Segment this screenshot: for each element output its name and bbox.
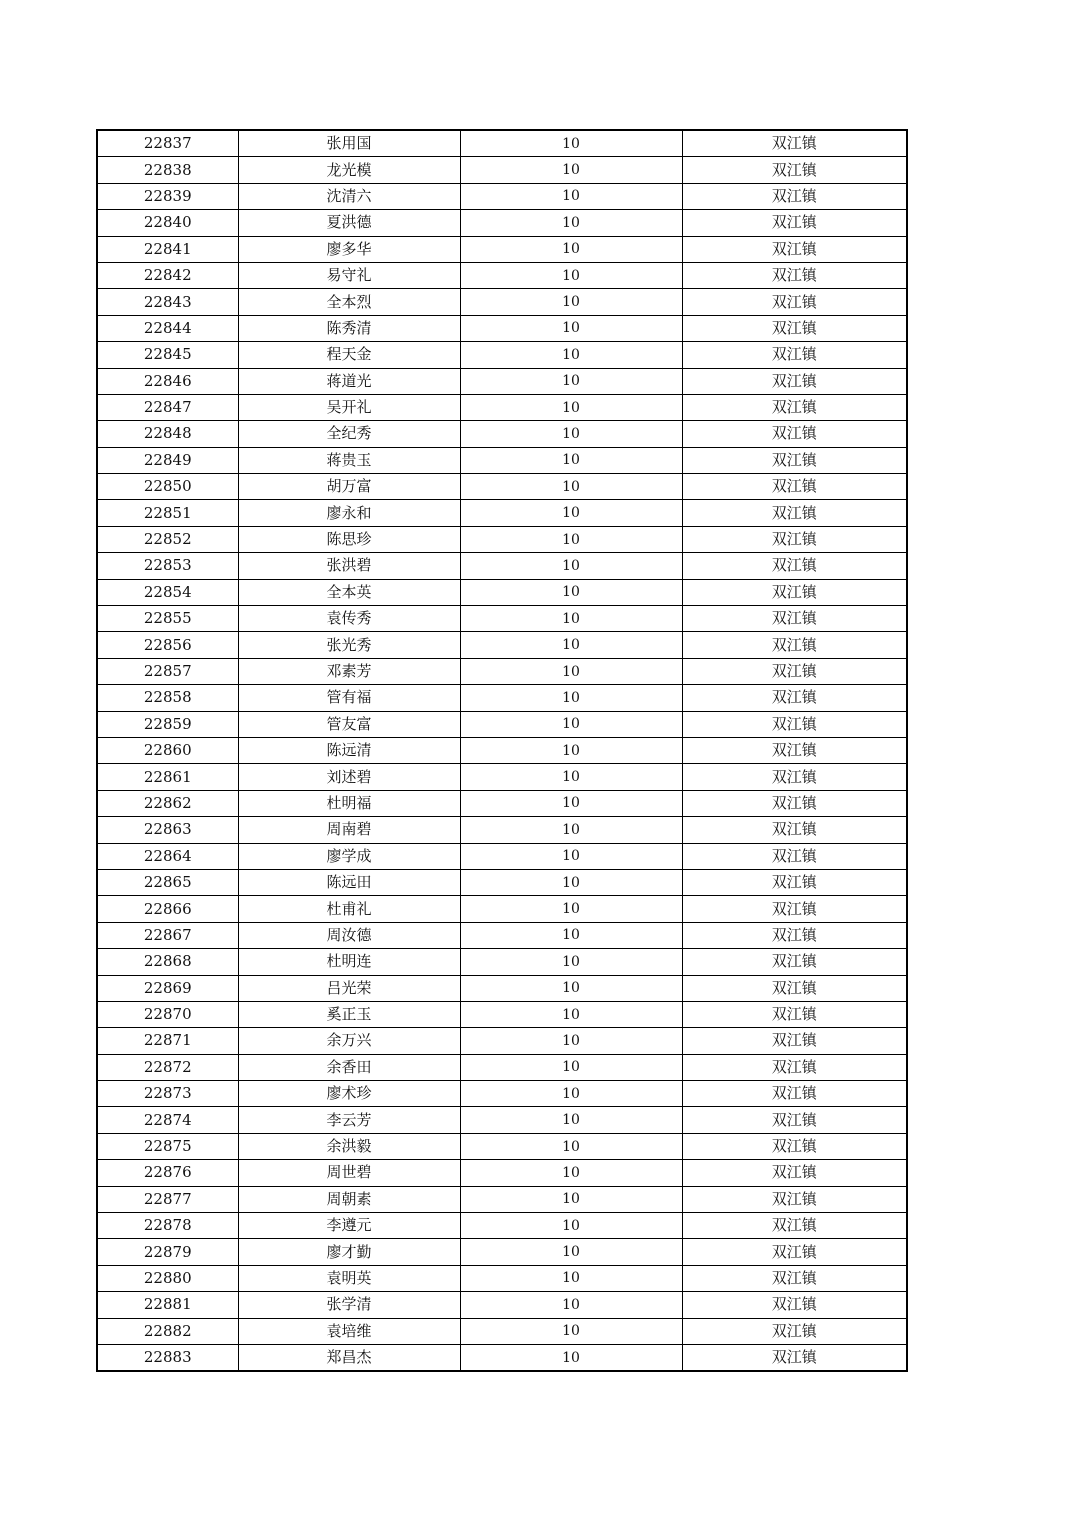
amount-cell: 10 [460,1318,682,1344]
table-row [97,1160,907,1186]
person-name-cell: 杜甫礼 [238,896,460,922]
amount-cell: 10 [460,817,682,843]
town-cell: 双江镇 [682,1239,907,1265]
table-row [97,183,907,209]
town-cell: 双江镇 [682,606,907,632]
table-row [97,658,907,684]
town-cell: 双江镇 [682,975,907,1001]
town-cell: 双江镇 [682,869,907,895]
record-id-cell: 22880 [97,1265,238,1291]
amount-cell: 10 [460,289,682,315]
town-cell: 双江镇 [682,1213,907,1239]
table-row [97,1344,907,1371]
town-cell: 双江镇 [682,474,907,500]
table-row [97,606,907,632]
record-id-cell: 22872 [97,1054,238,1080]
table-row [97,817,907,843]
town-cell: 双江镇 [682,1318,907,1344]
amount-cell: 10 [460,526,682,552]
table-row [97,500,907,526]
record-id-cell: 22867 [97,922,238,948]
table-row [97,1028,907,1054]
record-id-cell: 22879 [97,1239,238,1265]
record-id-cell: 22853 [97,553,238,579]
table-row [97,843,907,869]
town-cell: 双江镇 [682,289,907,315]
person-name-cell: 刘述碧 [238,764,460,790]
town-cell: 双江镇 [682,737,907,763]
person-name-cell: 夏洪德 [238,210,460,236]
person-name-cell: 陈远田 [238,869,460,895]
town-cell: 双江镇 [682,764,907,790]
record-id-cell: 22861 [97,764,238,790]
town-cell: 双江镇 [682,421,907,447]
table-row [97,632,907,658]
amount-cell: 10 [460,606,682,632]
table-row [97,1318,907,1344]
town-cell: 双江镇 [682,579,907,605]
amount-cell: 10 [460,1107,682,1133]
record-id-cell: 22869 [97,975,238,1001]
town-cell: 双江镇 [682,315,907,341]
town-cell: 双江镇 [682,1028,907,1054]
amount-cell: 10 [460,262,682,288]
table-row [97,447,907,473]
record-id-cell: 22863 [97,817,238,843]
record-id-cell: 22840 [97,210,238,236]
person-name-cell: 李遵元 [238,1213,460,1239]
record-id-cell: 22849 [97,447,238,473]
amount-cell: 10 [460,1160,682,1186]
record-id-cell: 22864 [97,843,238,869]
record-id-cell: 22846 [97,368,238,394]
person-name-cell: 张光秀 [238,632,460,658]
amount-cell: 10 [460,1081,682,1107]
record-id-cell: 22874 [97,1107,238,1133]
person-name-cell: 郑昌杰 [238,1344,460,1371]
person-name-cell: 杜明连 [238,949,460,975]
amount-cell: 10 [460,790,682,816]
amount-cell: 10 [460,843,682,869]
table-row [97,975,907,1001]
person-name-cell: 易守礼 [238,262,460,288]
person-name-cell: 吴开礼 [238,394,460,420]
amount-cell: 10 [460,368,682,394]
amount-cell: 10 [460,183,682,209]
town-cell: 双江镇 [682,843,907,869]
town-cell: 双江镇 [682,1107,907,1133]
town-cell: 双江镇 [682,1054,907,1080]
amount-cell: 10 [460,975,682,1001]
table-row [97,896,907,922]
person-name-cell: 廖术珍 [238,1081,460,1107]
person-name-cell: 奚正玉 [238,1001,460,1027]
person-name-cell: 程天金 [238,342,460,368]
person-name-cell: 蒋贵玉 [238,447,460,473]
town-cell: 双江镇 [682,1344,907,1371]
town-cell: 双江镇 [682,526,907,552]
person-name-cell: 李云芳 [238,1107,460,1133]
amount-cell: 10 [460,315,682,341]
record-id-cell: 22855 [97,606,238,632]
town-cell: 双江镇 [682,949,907,975]
record-id-cell: 22871 [97,1028,238,1054]
person-name-cell: 廖才勤 [238,1239,460,1265]
town-cell: 双江镇 [682,922,907,948]
record-id-cell: 22839 [97,183,238,209]
amount-cell: 10 [460,737,682,763]
person-name-cell: 陈秀清 [238,315,460,341]
table-row [97,368,907,394]
record-id-cell: 22878 [97,1213,238,1239]
record-id-cell: 22877 [97,1186,238,1212]
person-name-cell: 陈思珍 [238,526,460,552]
amount-cell: 10 [460,342,682,368]
person-name-cell: 沈清六 [238,183,460,209]
record-id-cell: 22842 [97,262,238,288]
record-id-cell: 22847 [97,394,238,420]
table-row [97,922,907,948]
roster-sheet [96,129,906,1372]
record-id-cell: 22844 [97,315,238,341]
town-cell: 双江镇 [682,817,907,843]
table-row [97,1081,907,1107]
record-id-cell: 22858 [97,685,238,711]
amount-cell: 10 [460,421,682,447]
person-name-cell: 全本烈 [238,289,460,315]
amount-cell: 10 [460,869,682,895]
town-cell: 双江镇 [682,262,907,288]
table-row [97,1292,907,1318]
table-row [97,1107,907,1133]
record-id-cell: 22852 [97,526,238,552]
town-cell: 双江镇 [682,342,907,368]
record-id-cell: 22856 [97,632,238,658]
record-id-cell: 22866 [97,896,238,922]
person-name-cell: 管友富 [238,711,460,737]
town-cell: 双江镇 [682,790,907,816]
table-row [97,1239,907,1265]
town-cell: 双江镇 [682,447,907,473]
table-row [97,526,907,552]
amount-cell: 10 [460,685,682,711]
record-id-cell: 22865 [97,869,238,895]
record-id-cell: 22848 [97,421,238,447]
amount-cell: 10 [460,157,682,183]
town-cell: 双江镇 [682,1001,907,1027]
amount-cell: 10 [460,1213,682,1239]
town-cell: 双江镇 [682,1160,907,1186]
amount-cell: 10 [460,1344,682,1371]
table-row [97,315,907,341]
table-row [97,790,907,816]
amount-cell: 10 [460,632,682,658]
table-row [97,737,907,763]
amount-cell: 10 [460,658,682,684]
record-id-cell: 22841 [97,236,238,262]
amount-cell: 10 [460,130,682,157]
person-name-cell: 袁明英 [238,1265,460,1291]
table-row [97,1265,907,1291]
town-cell: 双江镇 [682,1133,907,1159]
record-id-cell: 22837 [97,130,238,157]
record-id-cell: 22850 [97,474,238,500]
person-name-cell: 邓素芳 [238,658,460,684]
person-name-cell: 周世碧 [238,1160,460,1186]
amount-cell: 10 [460,474,682,500]
record-id-cell: 22868 [97,949,238,975]
record-id-cell: 22882 [97,1318,238,1344]
person-name-cell: 廖永和 [238,500,460,526]
table-row [97,1213,907,1239]
amount-cell: 10 [460,1186,682,1212]
record-id-cell: 22875 [97,1133,238,1159]
town-cell: 双江镇 [682,236,907,262]
town-cell: 双江镇 [682,1265,907,1291]
town-cell: 双江镇 [682,553,907,579]
person-name-cell: 龙光模 [238,157,460,183]
town-cell: 双江镇 [682,394,907,420]
amount-cell: 10 [460,949,682,975]
table-row [97,579,907,605]
town-cell: 双江镇 [682,1081,907,1107]
table-row [97,394,907,420]
town-cell: 双江镇 [682,1292,907,1318]
town-cell: 双江镇 [682,368,907,394]
amount-cell: 10 [460,579,682,605]
table-row [97,1054,907,1080]
table-row [97,1133,907,1159]
town-cell: 双江镇 [682,1186,907,1212]
roster-table [96,129,908,1372]
record-id-cell: 22862 [97,790,238,816]
person-name-cell: 陈远清 [238,737,460,763]
amount-cell: 10 [460,1001,682,1027]
person-name-cell: 张学清 [238,1292,460,1318]
amount-cell: 10 [460,236,682,262]
record-id-cell: 22873 [97,1081,238,1107]
town-cell: 双江镇 [682,130,907,157]
person-name-cell: 余洪毅 [238,1133,460,1159]
person-name-cell: 胡万富 [238,474,460,500]
person-name-cell: 全纪秀 [238,421,460,447]
amount-cell: 10 [460,1292,682,1318]
amount-cell: 10 [460,896,682,922]
person-name-cell: 余香田 [238,1054,460,1080]
person-name-cell: 余万兴 [238,1028,460,1054]
town-cell: 双江镇 [682,632,907,658]
table-row [97,157,907,183]
person-name-cell: 袁传秀 [238,606,460,632]
amount-cell: 10 [460,711,682,737]
person-name-cell: 张用国 [238,130,460,157]
table-row [97,236,907,262]
amount-cell: 10 [460,447,682,473]
town-cell: 双江镇 [682,711,907,737]
record-id-cell: 22851 [97,500,238,526]
table-row [97,1186,907,1212]
table-row [97,764,907,790]
person-name-cell: 蒋道光 [238,368,460,394]
town-cell: 双江镇 [682,183,907,209]
person-name-cell: 周朝素 [238,1186,460,1212]
record-id-cell: 22876 [97,1160,238,1186]
person-name-cell: 张洪碧 [238,553,460,579]
town-cell: 双江镇 [682,210,907,236]
record-id-cell: 22838 [97,157,238,183]
record-id-cell: 22870 [97,1001,238,1027]
table-row [97,421,907,447]
record-id-cell: 22845 [97,342,238,368]
town-cell: 双江镇 [682,896,907,922]
table-row [97,685,907,711]
amount-cell: 10 [460,394,682,420]
person-name-cell: 周南碧 [238,817,460,843]
amount-cell: 10 [460,553,682,579]
table-row [97,553,907,579]
record-id-cell: 22854 [97,579,238,605]
record-id-cell: 22857 [97,658,238,684]
amount-cell: 10 [460,922,682,948]
person-name-cell: 杜明福 [238,790,460,816]
town-cell: 双江镇 [682,685,907,711]
amount-cell: 10 [460,500,682,526]
record-id-cell: 22881 [97,1292,238,1318]
record-id-cell: 22859 [97,711,238,737]
person-name-cell: 廖多华 [238,236,460,262]
table-row [97,210,907,236]
person-name-cell: 袁培维 [238,1318,460,1344]
table-row [97,711,907,737]
person-name-cell: 廖学成 [238,843,460,869]
table-row [97,262,907,288]
roster-table-body [97,130,907,1371]
table-row [97,1001,907,1027]
table-row [97,289,907,315]
town-cell: 双江镇 [682,157,907,183]
amount-cell: 10 [460,1265,682,1291]
record-id-cell: 22843 [97,289,238,315]
record-id-cell: 22860 [97,737,238,763]
person-name-cell: 全本英 [238,579,460,605]
amount-cell: 10 [460,1028,682,1054]
town-cell: 双江镇 [682,658,907,684]
table-row [97,949,907,975]
table-row [97,474,907,500]
record-id-cell: 22883 [97,1344,238,1371]
table-row [97,869,907,895]
amount-cell: 10 [460,1054,682,1080]
person-name-cell: 吕光荣 [238,975,460,1001]
person-name-cell: 管有福 [238,685,460,711]
table-row [97,130,907,157]
town-cell: 双江镇 [682,500,907,526]
amount-cell: 10 [460,1133,682,1159]
amount-cell: 10 [460,1239,682,1265]
amount-cell: 10 [460,210,682,236]
person-name-cell: 周汝德 [238,922,460,948]
amount-cell: 10 [460,764,682,790]
table-row [97,342,907,368]
